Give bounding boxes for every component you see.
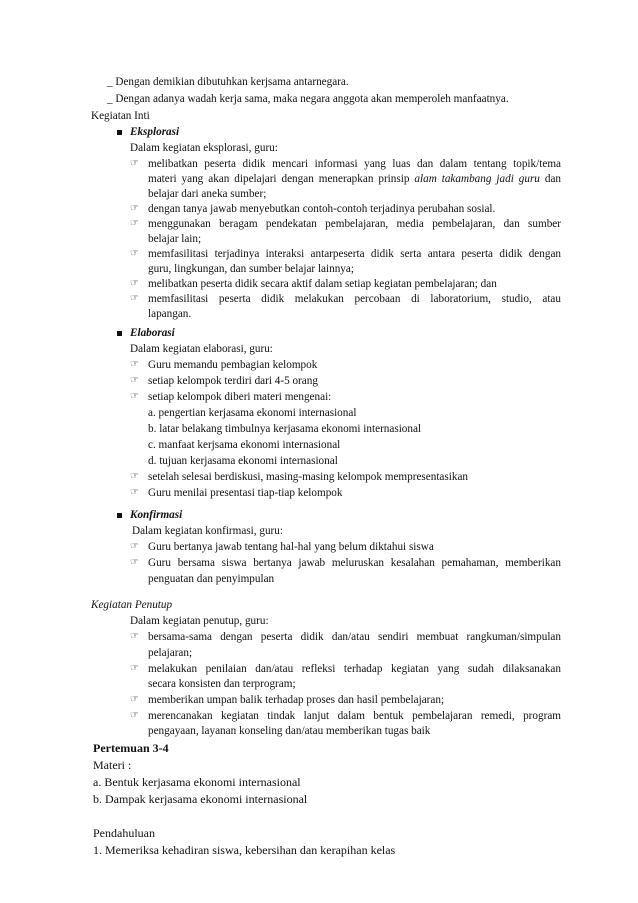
eksplorasi-item-4-line-1: memfasilitasi terjadinya interaksi antarpeserta didik serta antara peserta didik dengan (148, 248, 561, 260)
eksplorasi-item-1-italic-phrase: alam takambang jadi guru (414, 173, 540, 185)
pointing-hand-icon: ☞ (130, 203, 139, 214)
elaborasi-item-4: setelah selesai berdiskusi, masing-masing kelompok mempresentasikan (148, 471, 469, 483)
eksplorasi-item-2: dengan tanya jawab menyebutkan contoh-contoh terjadinya perubahan sosial. (148, 203, 496, 215)
square-bullet-icon (117, 513, 122, 518)
pertemuan-title: Pertemuan 3-4 (93, 741, 169, 755)
konfirmasi-item-2-line-1: Guru bersama siswa bertanya jawab meluruskan kesalahan pemahaman, memberikan (148, 557, 561, 569)
materi-label: Materi : (93, 758, 132, 772)
elaborasi-item-2: setiap kelompok terdiri dari 4-5 orang (148, 375, 318, 387)
penutup-item-4-line-2: pengayaan, layanan konseling dan/atau memberikan tugas baik (148, 725, 431, 737)
pointing-hand-icon: ☞ (130, 487, 139, 498)
eksplorasi-item-4-line-2: guru, lingkungan, dan sumber belajar lainnya; (148, 263, 354, 275)
pointing-hand-icon: ☞ (130, 541, 139, 552)
eksplorasi-item-6-line-2: lapangan. (148, 308, 192, 320)
elaborasi-lead: Dalam kegiatan elaborasi, guru: (130, 343, 273, 355)
pointing-hand-icon: ☞ (130, 631, 139, 642)
pointing-hand-icon: ☞ (130, 359, 139, 370)
penutup-item-1-line-2: pelajaran; (148, 647, 193, 659)
pointing-hand-icon: ☞ (130, 158, 139, 169)
materi-item-b: b. Dampak kerjasama ekonomi internasional (93, 792, 308, 806)
pointing-hand-icon: ☞ (130, 694, 139, 705)
elaborasi-item-5: Guru menilai presentasi tiap-tiap kelompok (148, 487, 343, 499)
elaborasi-sub-item-a: a. pengertian kerjasama ekonomi internasional (148, 407, 357, 419)
elaborasi-title: Elaborasi (130, 327, 175, 339)
pendahuluan-item-1: 1. Memeriksa kehadiran siswa, kebersihan dan kerapihan kelas (93, 843, 396, 857)
pointing-hand-icon: ☞ (130, 293, 139, 304)
pointing-hand-icon: ☞ (130, 471, 139, 482)
square-bullet-icon (117, 331, 122, 336)
eksplorasi-item-1-line-1: melibatkan peserta didik mencari informasi yang luas dan dalam tentang topik/tema (148, 158, 561, 170)
square-bullet-icon (117, 130, 122, 135)
elaborasi-item-3: setiap kelompok diberi materi mengenai: (148, 391, 332, 403)
konfirmasi-title: Konfirmasi (130, 509, 183, 521)
eksplorasi-item-1-line-2-tail: dan (544, 173, 561, 185)
penutup-item-1-line-1: bersama-sama dengan peserta didik dan/atau sendiri membuat rangkuman/simpulan (148, 631, 561, 643)
pointing-hand-icon: ☞ (130, 710, 139, 721)
eksplorasi-item-3-line-2: belajar lain; (148, 233, 202, 245)
eksplorasi-item-1-line-2 (148, 172, 561, 186)
pointing-hand-icon: ☞ (130, 375, 139, 386)
penutup-lead: Dalam kegiatan penutup, guru: (130, 615, 269, 627)
konfirmasi-item-2-line-2: penguatan dan penyimpulan (148, 573, 275, 585)
pointing-hand-icon: ☞ (130, 278, 139, 289)
intro-line-2: _ Dengan adanya wadah kerja sama, maka negara anggota akan memperoleh manfaatnya. (107, 93, 509, 105)
konfirmasi-item-1: Guru bertanya jawab tentang hal-hal yang belum diktahui siswa (148, 541, 434, 553)
eksplorasi-item-3-line-1: menggunakan beragam pendekatan pembelajaran, media pembelajaran, dan sumber (148, 218, 561, 230)
pointing-hand-icon: ☞ (130, 218, 139, 229)
pointing-hand-icon: ☞ (130, 557, 139, 568)
intro-line-1: _ Dengan demikian dibutuhkan kerjsama antarnegara. (107, 76, 349, 88)
eksplorasi-item-1-line-2-text: materi yang akan dipelajari dengan menerapkan prinsip (148, 173, 410, 185)
elaborasi-sub-item-c: c. manfaat kerjsama ekonomi internasional (148, 439, 341, 451)
elaborasi-item-1: Guru memandu pembagian kelompok (148, 359, 318, 371)
kegiatan-inti-heading: Kegiatan Inti (91, 110, 150, 122)
konfirmasi-lead: Dalam kegiatan konfirmasi, guru: (132, 525, 283, 537)
pointing-hand-icon: ☞ (130, 663, 139, 674)
penutup-item-3: memberikan umpan balik terhadap proses dan hasil pembelajaran; (148, 694, 445, 706)
elaborasi-sub-item-d: d. tujuan kerjasama ekonomi internasional (148, 455, 338, 467)
penutup-item-2-line-1: melakukan penilaian dan/atau refleksi terhadap kegiatan yang sudah dilaksanakan (148, 663, 561, 675)
eksplorasi-lead: Dalam kegiatan eksplorasi, guru: (130, 142, 278, 154)
penutup-item-2-line-2: secara konsisten dan terprogram; (148, 678, 296, 690)
eksplorasi-item-1-line-3: belajar dari aneka sumber; (148, 188, 267, 200)
kegiatan-penutup-heading: Kegiatan Penutup (91, 599, 173, 611)
pointing-hand-icon: ☞ (130, 248, 139, 259)
eksplorasi-title: Eksplorasi (130, 126, 180, 138)
pendahuluan-heading: Pendahuluan (93, 826, 155, 840)
materi-item-a: a. Bentuk kerjasama ekonomi internasional (93, 775, 301, 789)
eksplorasi-item-5: melibatkan peserta didik secara aktif dalam setiap kegiatan pembelajaran; dan (148, 278, 497, 290)
eksplorasi-item-6-line-1: memfasilitasi peserta didik melakukan percobaan di laboratorium, studio, atau (148, 293, 561, 305)
pointing-hand-icon: ☞ (130, 391, 139, 402)
elaborasi-sub-item-b: b. latar belakang timbulnya kerjasama ekonomi internasional (148, 423, 422, 435)
penutup-item-4-line-1: merencanakan kegiatan tindak lanjut dalam bentuk pembelajaran remedi, program (148, 710, 561, 722)
